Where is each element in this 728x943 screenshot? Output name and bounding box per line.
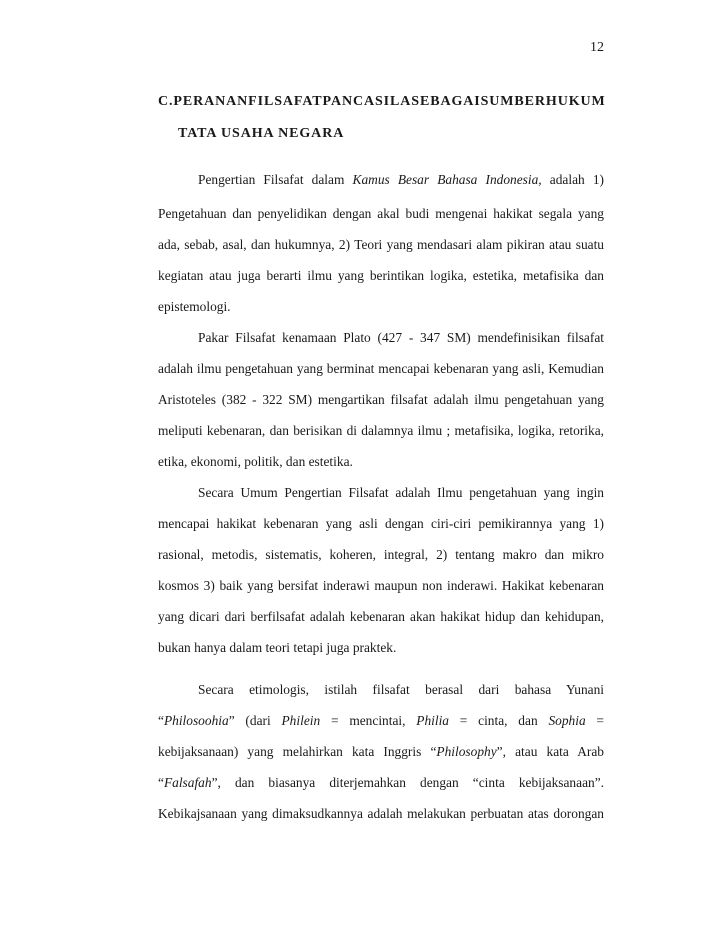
heading-word: SUMBER	[480, 94, 546, 109]
paragraph-1-line-1: Pengertian Filsafat dalam Kamus Besar Bahasa Indonesia, adalah 1)	[198, 172, 604, 187]
heading-word: SEBAGAI	[411, 94, 481, 109]
paragraph-1-line-4: kegiatan atau juga berarti ilmu yang berintikan logika, estetika, metafisika dan	[158, 268, 604, 283]
section-heading	[158, 94, 604, 110]
paragraph-3-line-5: yang dicari dari berfilsafat adalah kebenaran akan hakikat hidup dan kehidupan,	[158, 609, 604, 624]
paragraph-4-line-2: “Philosoohia” (dari Philein = mencintai, Philia = cinta, dan Sophia =	[158, 713, 604, 728]
paragraph-line	[198, 171, 604, 189]
paragraph-3-line-1: Secara Umum Pengertian Filsafat adalah Ilmu pengetahuan yang ingin	[198, 485, 604, 500]
heading-word: PERANAN	[173, 94, 249, 109]
paragraph-1-line-2: Pengetahuan dan penyelidikan dengan akal budi mengenai hakikat segala yang	[158, 206, 604, 221]
heading-word: PANCASILA	[322, 94, 412, 109]
paragraph-4-line-3: kebijaksanaan) yang melahirkan kata Inggris “Philosophy”, atau kata Arab	[158, 744, 604, 759]
section-heading-continued: TATA USAHA NEGARA	[178, 126, 345, 141]
paragraph-1-line-5: epistemologi.	[158, 299, 231, 314]
paragraph-4-line-1: Secara etimologis, istilah filsafat berasal dari bahasa Yunani	[198, 682, 604, 697]
paragraph-3-line-6: bukan hanya dalam teori tetapi juga praktek.	[158, 640, 397, 655]
paragraph-3-line-4: kosmos 3) baik yang bersifat inderawi maupun non inderawi. Hakikat kebenaran	[158, 578, 604, 593]
heading-word: HUKUM	[545, 94, 606, 109]
paragraph-4-line-4: “Falsafah”, dan biasanya diterjemahkan dengan “cinta kebijaksanaan”.	[158, 775, 604, 790]
paragraph-1-line-3: ada, sebab, asal, dan hukumnya, 2) Teori yang mendasari alam pikiran atau suatu	[158, 237, 604, 252]
paragraph-2-line-5: etika, ekonomi, politik, dan estetika.	[158, 454, 353, 469]
paragraph-3-line-2: mencapai hakikat kebenaran yang asli dengan ciri-ciri pemikirannya yang 1)	[158, 516, 604, 531]
paragraph-2-line-4: meliputi kebenaran, dan berisikan di dalamnya ilmu ; metafisika, logika, retorika,	[158, 423, 604, 438]
paragraph-2-line-1: Pakar Filsafat kenamaan Plato (427 - 347 SM) mendefinisikan filsafat	[198, 330, 604, 345]
heading-word: C.	[158, 94, 174, 109]
heading-word: FILSAFAT	[248, 94, 323, 109]
paragraph-2-line-2: adalah ilmu pengetahuan yang berminat mencapai kebenaran yang asli, Kemudian	[158, 361, 604, 376]
page-number: 12	[590, 40, 604, 55]
paragraph-4-line-5: Kebikajsanaan yang dimaksudkannya adalah melakukan perbuatan atas dorongan	[158, 806, 604, 821]
paragraph-3-line-3: rasional, metodis, sistematis, koheren, integral, 2) tentang makro dan mikro	[158, 547, 604, 562]
paragraph-2-line-3: Aristoteles (382 - 322 SM) mengartikan filsafat adalah ilmu pengetahuan yang	[158, 392, 604, 407]
